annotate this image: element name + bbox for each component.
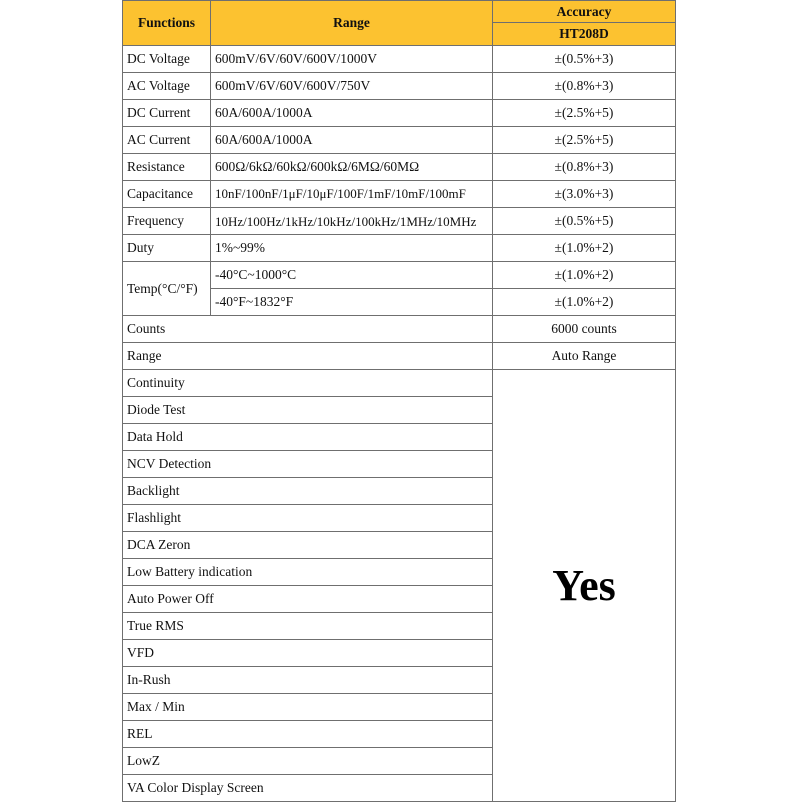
function-label: DC Current (123, 100, 211, 127)
table-row (123, 154, 676, 181)
range-value: 600mV/6V/60V/600V/1000V (211, 46, 493, 73)
function-label: Counts (123, 316, 493, 343)
function-label: Range (123, 343, 493, 370)
table-row (123, 181, 676, 208)
table-row (123, 208, 676, 235)
table-row (123, 262, 676, 289)
feature-label: Max / Min (123, 694, 493, 721)
accuracy-value: ±(3.0%+3) (493, 181, 676, 208)
range-value: -40°C~1000°C (211, 262, 493, 289)
table-row (123, 316, 676, 343)
feature-label: Flashlight (123, 505, 493, 532)
table-row (123, 235, 676, 262)
feature-label: Continuity (123, 370, 493, 397)
table-row (123, 100, 676, 127)
feature-label: Data Hold (123, 424, 493, 451)
feature-label: Auto Power Off (123, 586, 493, 613)
accuracy-value: ±(2.5%+5) (493, 127, 676, 154)
function-label: AC Voltage (123, 73, 211, 100)
table-row (123, 370, 676, 397)
accuracy-value: ±(0.5%+3) (493, 46, 676, 73)
accuracy-value: ±(1.0%+2) (493, 262, 676, 289)
header-accuracy: Accuracy (493, 1, 676, 23)
function-label: AC Current (123, 127, 211, 154)
function-label: Temp(°C/°F) (123, 262, 211, 316)
accuracy-value: ±(2.5%+5) (493, 100, 676, 127)
header-range: Range (211, 1, 493, 46)
feature-label: In-Rush (123, 667, 493, 694)
feature-label: NCV Detection (123, 451, 493, 478)
accuracy-value: ±(0.8%+3) (493, 154, 676, 181)
feature-label: True RMS (123, 613, 493, 640)
feature-label: VA Color Display Screen (123, 775, 493, 802)
accuracy-value: ±(0.5%+5) (493, 208, 676, 235)
range-value: 10nF/100nF/1μF/10μF/100F/1mF/10mF/100mF (211, 181, 493, 208)
header-model: HT208D (493, 23, 676, 46)
header-row (123, 1, 676, 23)
function-label: Capacitance (123, 181, 211, 208)
feature-label: LowZ (123, 748, 493, 775)
range-value: 60A/600A/1000A (211, 127, 493, 154)
features-yes: Yes (493, 370, 676, 802)
range-value: 60A/600A/1000A (211, 100, 493, 127)
header-functions: Functions (123, 1, 211, 46)
table-row (123, 127, 676, 154)
range-value: -40°F~1832°F (211, 289, 493, 316)
accuracy-value: ±(1.0%+2) (493, 289, 676, 316)
range-value: 10Hz/100Hz/1kHz/10kHz/100kHz/1MHz/10MHz (211, 208, 493, 235)
feature-label: Low Battery indication (123, 559, 493, 586)
range-value: 1%~99% (211, 235, 493, 262)
spec-table (122, 0, 676, 802)
table-row (123, 73, 676, 100)
function-label: Duty (123, 235, 211, 262)
range-value: 600Ω/6kΩ/60kΩ/600kΩ/6MΩ/60MΩ (211, 154, 493, 181)
feature-label: REL (123, 721, 493, 748)
table-row (123, 343, 676, 370)
function-label: Resistance (123, 154, 211, 181)
accuracy-value: ±(1.0%+2) (493, 235, 676, 262)
range-value: 600mV/6V/60V/600V/750V (211, 73, 493, 100)
feature-label: Diode Test (123, 397, 493, 424)
counts-value: 6000 counts (493, 316, 676, 343)
function-label: Frequency (123, 208, 211, 235)
feature-label: DCA Zeron (123, 532, 493, 559)
function-label: DC Voltage (123, 46, 211, 73)
accuracy-value: ±(0.8%+3) (493, 73, 676, 100)
auto-range-value: Auto Range (493, 343, 676, 370)
feature-label: Backlight (123, 478, 493, 505)
table-row (123, 46, 676, 73)
feature-label: VFD (123, 640, 493, 667)
